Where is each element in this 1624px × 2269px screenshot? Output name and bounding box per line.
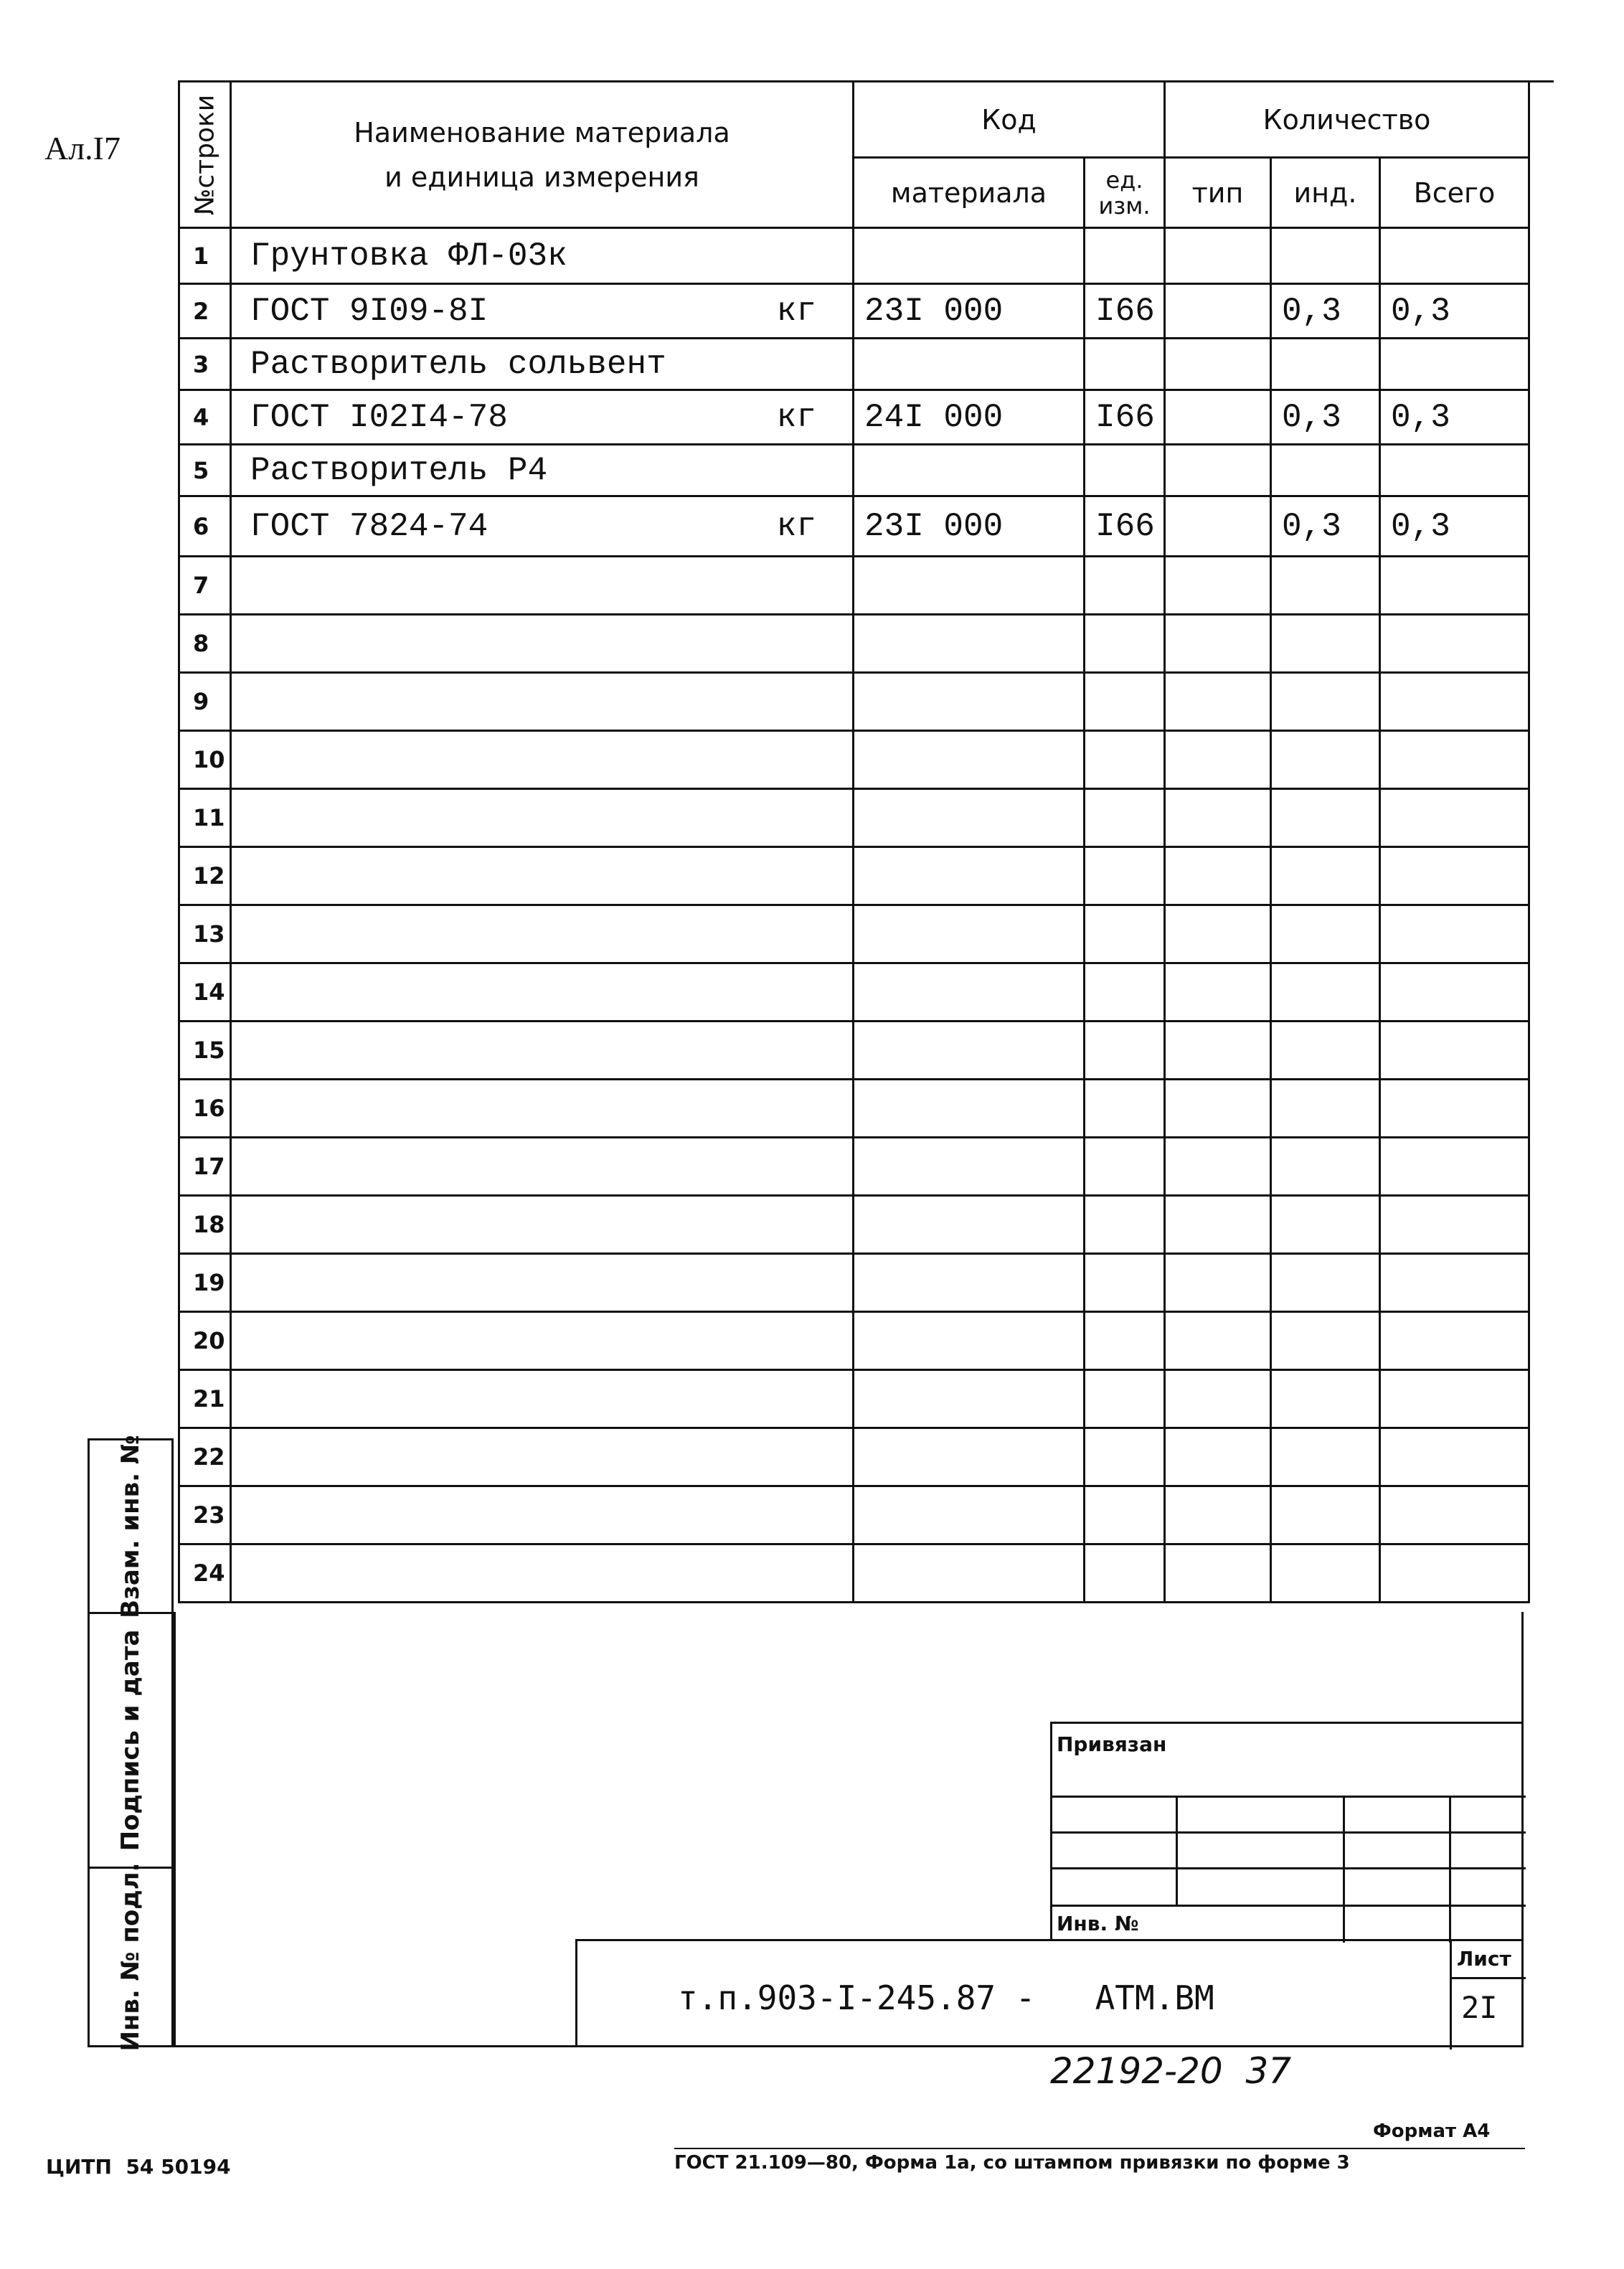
material-code — [854, 445, 1085, 496]
qty-type — [1165, 1196, 1271, 1254]
qty-type — [1165, 905, 1271, 963]
qty-type — [1165, 339, 1271, 390]
qty-total — [1380, 615, 1529, 673]
row-number: 16 — [179, 1080, 231, 1138]
qty-type — [1165, 1138, 1271, 1196]
unit-code — [1085, 789, 1165, 847]
table-row — [179, 228, 1529, 284]
table-row — [179, 1312, 1529, 1370]
unit-code — [1085, 1544, 1165, 1603]
qty-individual: 0,3 — [1271, 284, 1380, 339]
material-name-text: ГОСТ 7824-74 — [250, 507, 488, 545]
qty-total — [1380, 789, 1529, 847]
side-replace-inv: Взам. инв. № — [88, 1438, 174, 1614]
material-name — [231, 1544, 854, 1603]
table-row — [179, 905, 1529, 963]
material-code — [854, 557, 1085, 615]
material-name — [231, 390, 854, 445]
material-name-text: Растворитель сольвент — [250, 345, 666, 383]
material-code — [854, 847, 1085, 905]
row-number: 3 — [179, 339, 231, 390]
row-number: 9 — [179, 673, 231, 731]
material-code — [854, 1370, 1085, 1428]
qty-total — [1380, 445, 1529, 496]
material-name — [231, 228, 854, 284]
table-row — [179, 1544, 1529, 1603]
material-name-text: Растворитель Р4 — [250, 451, 548, 489]
qty-individual — [1271, 228, 1380, 284]
material-code — [854, 673, 1085, 731]
unit-code — [1085, 1080, 1165, 1138]
material-code — [854, 615, 1085, 673]
unit-code — [1085, 905, 1165, 963]
material-name — [231, 1428, 854, 1486]
material-code — [854, 1544, 1085, 1603]
material-code — [854, 1254, 1085, 1312]
unit-code — [1085, 731, 1165, 789]
header-code: Код — [854, 82, 1165, 158]
qty-type — [1165, 228, 1271, 284]
qty-individual — [1271, 615, 1380, 673]
row-number: 2 — [179, 284, 231, 339]
table-row — [179, 557, 1529, 615]
material-name — [231, 1486, 854, 1544]
table-row — [179, 1428, 1529, 1486]
material-name — [231, 284, 854, 339]
material-name — [231, 1312, 854, 1370]
material-code — [854, 1312, 1085, 1370]
material-name-text: ГОСТ 9I09-8I — [250, 292, 488, 330]
unit-code: I66 — [1085, 496, 1165, 557]
qty-type — [1165, 731, 1271, 789]
inv-no-label: Инв. № — [1057, 1912, 1139, 1935]
qty-total — [1380, 963, 1529, 1022]
top-border-extension — [1528, 80, 1554, 82]
qty-type — [1165, 1486, 1271, 1544]
row-number: 15 — [179, 1022, 231, 1080]
binding-stamp — [1050, 1722, 1524, 1940]
handwritten-number: 22192-20 37 — [1050, 2050, 1292, 2092]
material-name — [231, 339, 854, 390]
qty-type — [1165, 615, 1271, 673]
side-inv-original: Инв. № подл. — [88, 1867, 174, 2047]
qty-individual — [1271, 1196, 1380, 1254]
table-row — [179, 1022, 1529, 1080]
measure-unit: кг — [776, 507, 816, 545]
qty-type — [1165, 1312, 1271, 1370]
qty-individual — [1271, 731, 1380, 789]
qty-individual — [1271, 905, 1380, 963]
qty-type — [1165, 1022, 1271, 1080]
material-name — [231, 1370, 854, 1428]
table-row — [179, 789, 1529, 847]
measure-unit: кг — [776, 292, 816, 330]
qty-individual — [1271, 1312, 1380, 1370]
qty-type — [1165, 496, 1271, 557]
material-name-text: Грунтовка ФЛ-03к — [250, 237, 567, 275]
qty-total — [1380, 1486, 1529, 1544]
material-name — [231, 1138, 854, 1196]
table-row — [179, 284, 1529, 339]
material-name — [231, 1196, 854, 1254]
footer-rule — [674, 2148, 1525, 2149]
header-name: Наименование материала и единица измерения — [231, 82, 854, 228]
material-code — [854, 963, 1085, 1022]
qty-total — [1380, 847, 1529, 905]
table-row — [179, 1080, 1529, 1138]
document-designation: т.п.903-I-245.87 - АТМ.ВМ — [678, 1978, 1214, 2017]
table-row — [179, 615, 1529, 673]
header-individual: инд. — [1271, 158, 1380, 228]
qty-total — [1380, 1196, 1529, 1254]
table-row — [179, 390, 1529, 445]
unit-code — [1085, 445, 1165, 496]
qty-type — [1165, 1428, 1271, 1486]
unit-code — [1085, 1196, 1165, 1254]
row-number: 24 — [179, 1544, 231, 1603]
qty-type — [1165, 963, 1271, 1022]
unit-code — [1085, 228, 1165, 284]
qty-total: 0,3 — [1380, 390, 1529, 445]
material-name — [231, 557, 854, 615]
table-row — [179, 1486, 1529, 1544]
row-number: 5 — [179, 445, 231, 496]
qty-individual — [1271, 963, 1380, 1022]
material-code — [854, 789, 1085, 847]
qty-total — [1380, 228, 1529, 284]
header-unit: ед. изм. — [1085, 158, 1165, 228]
unit-code — [1085, 963, 1165, 1022]
qty-total — [1380, 339, 1529, 390]
row-number: 12 — [179, 847, 231, 905]
sheet-number: 2I — [1461, 1990, 1498, 2025]
row-number: 17 — [179, 1138, 231, 1196]
material-code: 23I 000 — [854, 496, 1085, 557]
unit-code — [1085, 847, 1165, 905]
row-number: 13 — [179, 905, 231, 963]
row-number: 1 — [179, 228, 231, 284]
unit-code — [1085, 673, 1165, 731]
material-name — [231, 963, 854, 1022]
qty-total: 0,3 — [1380, 496, 1529, 557]
row-number: 22 — [179, 1428, 231, 1486]
qty-type — [1165, 390, 1271, 445]
qty-type — [1165, 1370, 1271, 1428]
table-row — [179, 673, 1529, 731]
qty-type — [1165, 557, 1271, 615]
table-row — [179, 1138, 1529, 1196]
footer-standard: ГОСТ 21.109—80, Форма 1а, со штампом привязки по форме 3 — [674, 2152, 1350, 2174]
qty-individual — [1271, 339, 1380, 390]
row-number: 7 — [179, 557, 231, 615]
qty-total — [1380, 1428, 1529, 1486]
qty-type — [1165, 1544, 1271, 1603]
qty-individual — [1271, 673, 1380, 731]
material-name — [231, 905, 854, 963]
table-row — [179, 1370, 1529, 1428]
qty-type — [1165, 445, 1271, 496]
material-name — [231, 731, 854, 789]
table-row — [179, 445, 1529, 496]
qty-individual: 0,3 — [1271, 390, 1380, 445]
side-signature-date: Подпись и дата — [88, 1612, 174, 1869]
material-code — [854, 1080, 1085, 1138]
material-name — [231, 496, 854, 557]
header-type: тип — [1165, 158, 1271, 228]
qty-total: 0,3 — [1380, 284, 1529, 339]
unit-code — [1085, 1486, 1165, 1544]
material-code — [854, 1196, 1085, 1254]
qty-individual — [1271, 557, 1380, 615]
measure-unit: кг — [776, 398, 816, 436]
qty-individual — [1271, 1138, 1380, 1196]
qty-individual — [1271, 445, 1380, 496]
qty-individual — [1271, 1486, 1380, 1544]
table-row — [179, 963, 1529, 1022]
table-row — [179, 847, 1529, 905]
header-quantity: Количество — [1165, 82, 1529, 158]
row-number: 6 — [179, 496, 231, 557]
material-name — [231, 847, 854, 905]
sheet-mark: Ал.I7 — [44, 130, 121, 166]
qty-total — [1380, 1370, 1529, 1428]
material-code — [854, 1022, 1085, 1080]
material-name — [231, 789, 854, 847]
material-name — [231, 673, 854, 731]
row-number: 14 — [179, 963, 231, 1022]
unit-code — [1085, 1254, 1165, 1312]
title-block — [575, 1939, 1524, 2047]
material-code — [854, 905, 1085, 963]
table-row — [179, 339, 1529, 390]
materials-table — [178, 80, 1530, 1603]
qty-total — [1380, 1544, 1529, 1603]
material-name — [231, 445, 854, 496]
header-row-no: №строки — [179, 82, 231, 228]
material-code — [854, 1486, 1085, 1544]
header-material-code: материала — [854, 158, 1085, 228]
material-code — [854, 731, 1085, 789]
unit-code — [1085, 1428, 1165, 1486]
row-number: 21 — [179, 1370, 231, 1428]
qty-total — [1380, 1080, 1529, 1138]
qty-individual — [1271, 1022, 1380, 1080]
bound-label: Привязан — [1057, 1732, 1167, 1756]
qty-type — [1165, 847, 1271, 905]
row-number: 19 — [179, 1254, 231, 1312]
unit-code: I66 — [1085, 284, 1165, 339]
material-name — [231, 1080, 854, 1138]
row-number: 23 — [179, 1486, 231, 1544]
sheet-label: Лист — [1457, 1947, 1511, 1971]
qty-individual — [1271, 789, 1380, 847]
qty-total — [1380, 1254, 1529, 1312]
material-code — [854, 1138, 1085, 1196]
row-number: 11 — [179, 789, 231, 847]
material-code — [854, 1428, 1085, 1486]
header-total: Всего — [1380, 158, 1529, 228]
table-row — [179, 1254, 1529, 1312]
qty-individual — [1271, 1080, 1380, 1138]
row-number: 8 — [179, 615, 231, 673]
unit-code — [1085, 1312, 1165, 1370]
qty-individual — [1271, 1254, 1380, 1312]
unit-code — [1085, 1138, 1165, 1196]
table-row — [179, 731, 1529, 789]
row-number: 18 — [179, 1196, 231, 1254]
table-row — [179, 1196, 1529, 1254]
unit-code — [1085, 339, 1165, 390]
material-code — [854, 228, 1085, 284]
material-code: 24I 000 — [854, 390, 1085, 445]
qty-type — [1165, 789, 1271, 847]
qty-total — [1380, 1022, 1529, 1080]
table-row — [179, 496, 1529, 557]
qty-type — [1165, 1254, 1271, 1312]
unit-code: I66 — [1085, 390, 1165, 445]
qty-individual — [1271, 1428, 1380, 1486]
material-name — [231, 1254, 854, 1312]
format-label: Формат А4 — [1373, 2121, 1491, 2142]
unit-code — [1085, 1022, 1165, 1080]
qty-type — [1165, 284, 1271, 339]
unit-code — [1085, 615, 1165, 673]
qty-total — [1380, 1312, 1529, 1370]
qty-type — [1165, 673, 1271, 731]
material-name-text: ГОСТ I02I4-78 — [250, 398, 508, 436]
material-name — [231, 1022, 854, 1080]
qty-individual — [1271, 847, 1380, 905]
qty-individual — [1271, 1370, 1380, 1428]
qty-total — [1380, 905, 1529, 963]
qty-total — [1380, 731, 1529, 789]
material-code: 23I 000 — [854, 284, 1085, 339]
qty-total — [1380, 557, 1529, 615]
unit-code — [1085, 557, 1165, 615]
unit-code — [1085, 1370, 1165, 1428]
qty-total — [1380, 673, 1529, 731]
footer-left-code: ЦИТП 54 50194 — [46, 2155, 231, 2179]
row-number: 4 — [179, 390, 231, 445]
qty-total — [1380, 1138, 1529, 1196]
qty-individual: 0,3 — [1271, 496, 1380, 557]
qty-type — [1165, 1080, 1271, 1138]
row-number: 10 — [179, 731, 231, 789]
qty-individual — [1271, 1544, 1380, 1603]
row-number: 20 — [179, 1312, 231, 1370]
material-name — [231, 615, 854, 673]
material-code — [854, 339, 1085, 390]
